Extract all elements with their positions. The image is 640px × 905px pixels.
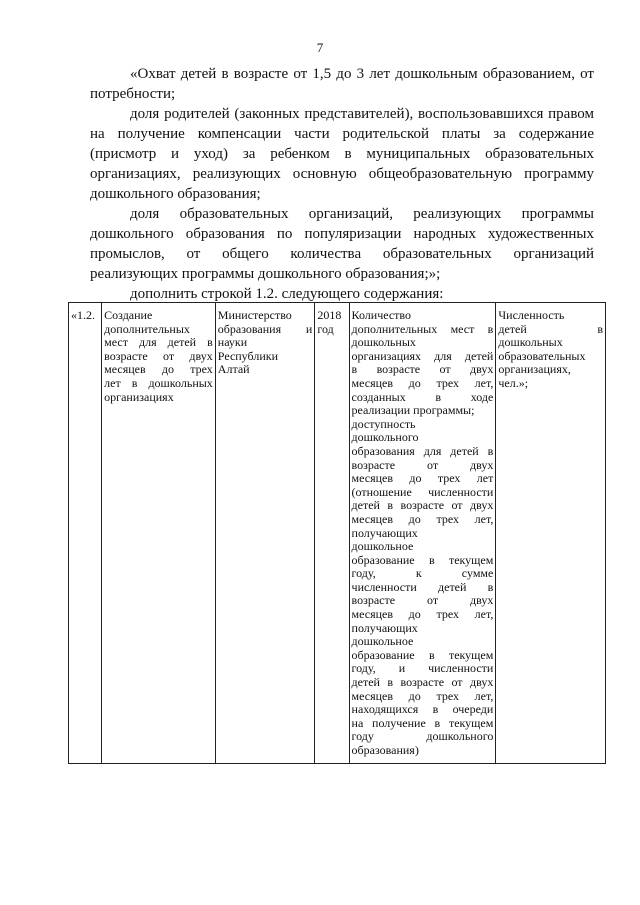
cell-line: детей в возрасте от двух: [351, 675, 494, 690]
cell-line: науки: [217, 335, 248, 350]
cell-line: возрасте от двух: [351, 593, 494, 608]
cell-line: 2018: [317, 308, 342, 322]
cell-line: созданных в ходе: [351, 389, 494, 404]
cell-line: дошкольных: [498, 335, 563, 350]
cell-line: дошкольное: [351, 634, 414, 649]
cell-line: образования и: [217, 321, 313, 336]
cell-line: лет в дошкольных: [104, 375, 213, 390]
cell-line: месяцев до трех лет,: [351, 511, 494, 526]
cell-line: Численность: [498, 308, 565, 322]
paragraph: доля родителей (законных представителей), воспользовавшихся правом на получение компенсации части родительской платы за содержание (присмотр и уход) за ребенком в муниципальных образовательных организациях, реализующих основную общеобразовательную программу дошкольного образования;: [90, 106, 594, 202]
cell-line: год: [317, 321, 334, 336]
cell-line: Алтай: [217, 362, 250, 377]
cell-line: доступность: [351, 416, 416, 431]
cell-line: чел.»;: [498, 375, 529, 390]
cell-line: получающих: [351, 525, 418, 540]
cell-line: месяцев до трех лет,: [351, 375, 494, 390]
document-body: [90, 64, 594, 304]
cell-line: дополнительных: [104, 321, 190, 336]
cell-line: мест для детей в: [104, 335, 213, 350]
cell-line: образование в текущем: [351, 552, 494, 567]
measure-name-cell: [102, 303, 216, 764]
cell-line: образовательных: [498, 348, 586, 363]
cell-line: месяцев до трех лет,: [351, 688, 494, 703]
cell-line: году, к сумме: [351, 566, 494, 581]
cell-line: организациях: [104, 389, 174, 404]
cell-line: детей в: [498, 321, 603, 336]
cell-line: месяцев до трех: [104, 362, 213, 377]
cell-line: образования для детей в: [351, 443, 494, 458]
paragraph: «Охват детей в возрасте от 1,5 до 3 лет дошкольным образованием, от потребности;: [90, 66, 594, 102]
cell-line: находящихся в очереди: [351, 702, 494, 717]
cell-line: реализации программы;: [351, 403, 475, 418]
cell-line: Количество: [351, 308, 412, 322]
row-number-cell: «1.2.: [69, 303, 102, 764]
table-row: [69, 303, 606, 764]
cell-line: месяцев до трех лет: [351, 471, 494, 486]
cell-line: организациях для детей: [351, 348, 494, 363]
paragraph: доля образовательных организаций, реализующих программы дошкольного образования по популяризации народных художественных промыслов, от общего количества образовательных организаций реализующих программы дошкольного образования;»;: [90, 206, 594, 282]
cell-line: численности детей в: [351, 579, 494, 594]
cell-line: в возрасте от двух: [351, 362, 494, 377]
cell-line: дошкольных: [351, 335, 416, 350]
cell-line: дошкольного: [351, 430, 419, 445]
cell-line: месяцев до трех лет,: [351, 607, 494, 622]
cell-line: возрасте от двух: [351, 457, 494, 472]
indicator-table: [68, 302, 606, 764]
cell-line: организациях,: [498, 362, 571, 377]
cell-line: дополнительных мест в: [351, 321, 494, 336]
year-cell: [315, 303, 349, 764]
cell-line: дошкольное: [351, 539, 414, 554]
cell-line: Министерство: [217, 308, 292, 322]
cell-line: образования): [351, 743, 419, 757]
cell-line: получающих: [351, 620, 418, 635]
page-number: 7: [316, 40, 324, 55]
paragraph: дополнить строкой 1.2. следующего содержания:: [130, 286, 444, 302]
cell-line: образование в текущем: [351, 647, 494, 662]
cell-line: Республики: [217, 348, 278, 363]
cell-line: (отношение численности: [351, 484, 494, 499]
cell-line: году дошкольного: [351, 729, 494, 744]
cell-line: на получение в текущем: [351, 715, 494, 730]
cell-line: возрасте от двух: [104, 348, 213, 363]
cell-line: году, и численности: [351, 661, 494, 676]
cell-line: детей в возрасте от двух: [351, 498, 494, 513]
unit-cell: [496, 303, 606, 764]
executor-cell: [215, 303, 315, 764]
cell-line: Создание: [104, 308, 153, 322]
indicator-cell: [349, 303, 496, 764]
